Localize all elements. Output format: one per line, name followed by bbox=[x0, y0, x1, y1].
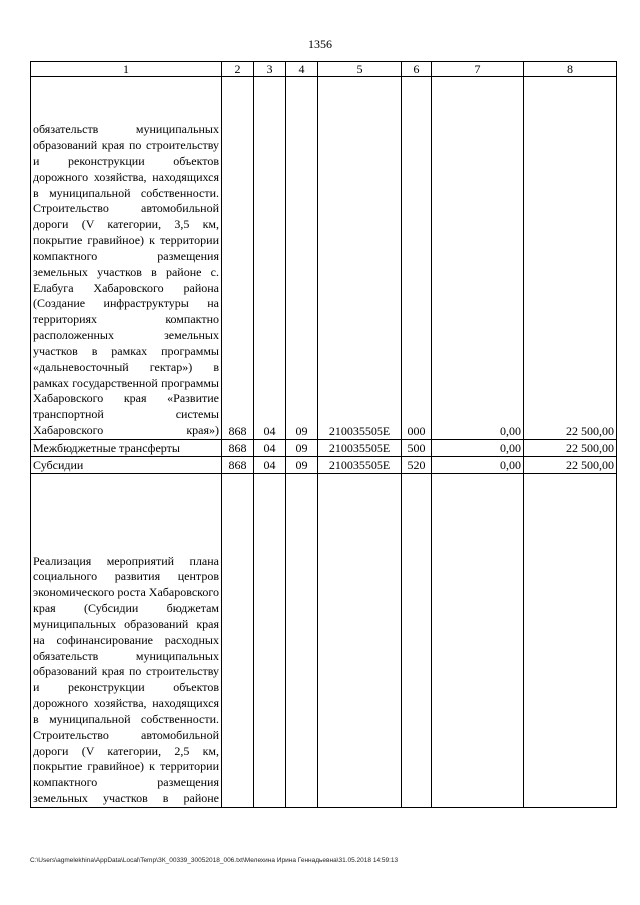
ministry-code: 868 bbox=[222, 77, 254, 440]
column-header-6: 6 bbox=[402, 62, 432, 77]
row-description: Реализация мероприятий плана социального развития центров экономического роста Хабаровского края (Субсидии бюджетам муниципальных образований края на софинансирование расходных обязательств муниципальных образований края по строительству и реконструкции объектов дорожного хозяйства, находящихся в муниципальной собственности. Строительство автомобильной дороги (V категории, 2,5 км, покрытие гравийное) к территории компактного размещения земельных участков в районе bbox=[31, 474, 222, 808]
target-article-code bbox=[318, 474, 402, 808]
table-row bbox=[31, 77, 617, 440]
budget-table bbox=[30, 61, 617, 808]
expense-type-code: 000 bbox=[402, 77, 432, 440]
subsection-code bbox=[286, 474, 318, 808]
table-row bbox=[31, 440, 617, 457]
column-header-7: 7 bbox=[432, 62, 524, 77]
target-article-code: 210035505Е bbox=[318, 440, 402, 457]
amount-col8 bbox=[524, 474, 617, 808]
subsection-code: 09 bbox=[286, 77, 318, 440]
ministry-code: 868 bbox=[222, 440, 254, 457]
subsection-code: 09 bbox=[286, 440, 318, 457]
section-code bbox=[254, 474, 286, 808]
section-code: 04 bbox=[254, 440, 286, 457]
subsection-code: 09 bbox=[286, 457, 318, 474]
amount-col8: 22 500,00 bbox=[524, 457, 617, 474]
expense-type-code: 500 bbox=[402, 440, 432, 457]
amount-col7 bbox=[432, 474, 524, 808]
amount-col8: 22 500,00 bbox=[524, 77, 617, 440]
column-header-1: 1 bbox=[31, 62, 222, 77]
table-row bbox=[31, 474, 617, 808]
amount-col7: 0,00 bbox=[432, 77, 524, 440]
row-description: Межбюджетные трансферты bbox=[31, 440, 222, 457]
column-header-3: 3 bbox=[254, 62, 286, 77]
section-code: 04 bbox=[254, 77, 286, 440]
row-description: обязательств муниципальных образований края по строительству и реконструкции объектов дорожного хозяйства, находящихся в муниципальной собственности. Строительство автомобильной дороги (V категории, 3,5 км, покрытие гравийное) к территории компактного размещения земельных участков в районе с. Елабуга Хабаровского района (Создание инфраструктуры на территориях компактно расположенных земельных участков в рамках программы «дальневосточный гектар») в рамках государственной программы Хабаровского края «Развитие транспортной системы Хабаровского края») bbox=[31, 77, 222, 440]
ministry-code bbox=[222, 474, 254, 808]
column-header-4: 4 bbox=[286, 62, 318, 77]
table-row bbox=[31, 457, 617, 474]
expense-type-code bbox=[402, 474, 432, 808]
row-description: Субсидии bbox=[31, 457, 222, 474]
amount-col8: 22 500,00 bbox=[524, 440, 617, 457]
page-number: 1356 bbox=[308, 37, 332, 51]
section-code: 04 bbox=[254, 457, 286, 474]
file-path-footer: C:\Users\agmelekhina\AppData\Local\Temp\ЗК_00339_30052018_006.txt\Мелехина Ирина Геннадьевна\31.05.2018 14:59:13 bbox=[30, 857, 399, 864]
header-row bbox=[31, 62, 617, 77]
column-header-5: 5 bbox=[318, 62, 402, 77]
column-header-2: 2 bbox=[222, 62, 254, 77]
amount-col7: 0,00 bbox=[432, 457, 524, 474]
amount-col7: 0,00 bbox=[432, 440, 524, 457]
expense-type-code: 520 bbox=[402, 457, 432, 474]
ministry-code: 868 bbox=[222, 457, 254, 474]
target-article-code: 210035505Е bbox=[318, 77, 402, 440]
column-header-8: 8 bbox=[524, 62, 617, 77]
target-article-code: 210035505Е bbox=[318, 457, 402, 474]
